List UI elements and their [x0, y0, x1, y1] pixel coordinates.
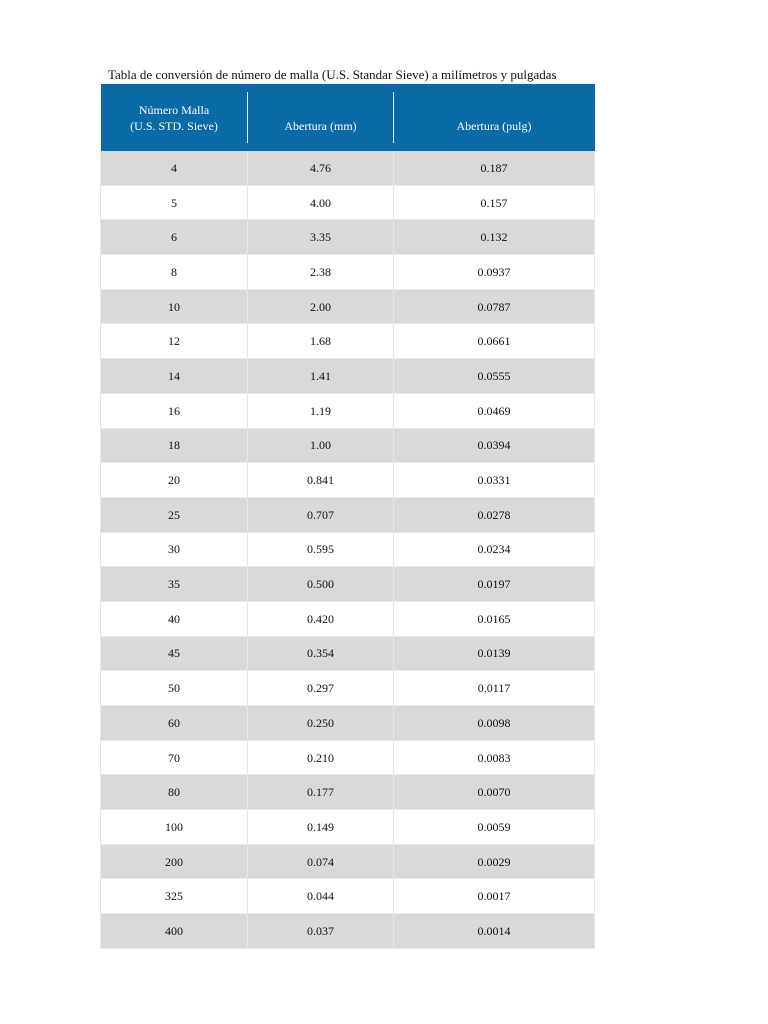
- cell-mesh-number: 35: [101, 567, 248, 602]
- cell-opening-inch: 0.0197: [394, 567, 595, 602]
- cell-opening-mm: 0.841: [248, 463, 394, 498]
- table-row: [101, 289, 595, 324]
- table-row: [101, 359, 595, 394]
- cell-opening-inch: 0.0014: [394, 914, 595, 949]
- cell-mesh-number: 4: [101, 151, 248, 185]
- header-opening-mm-label: Abertura (mm): [284, 118, 357, 133]
- header-opening-inch: [394, 84, 595, 151]
- cell-opening-inch: 0.0937: [394, 255, 595, 290]
- cell-mesh-number: 50: [101, 671, 248, 706]
- cell-mesh-number: 6: [101, 220, 248, 255]
- table-row: [101, 497, 595, 532]
- cell-opening-mm: 4.76: [248, 151, 394, 185]
- cell-mesh-number: 12: [101, 324, 248, 359]
- table-row: [101, 428, 595, 463]
- table-row: [101, 914, 595, 949]
- cell-opening-mm: 0.354: [248, 636, 394, 671]
- table-row: [101, 185, 595, 220]
- table-header: [101, 84, 595, 151]
- cell-opening-inch: 0.0117: [394, 671, 595, 706]
- cell-mesh-number: 45: [101, 636, 248, 671]
- cell-mesh-number: 30: [101, 532, 248, 567]
- cell-mesh-number: 70: [101, 740, 248, 775]
- table-row: [101, 255, 595, 290]
- cell-mesh-number: 20: [101, 463, 248, 498]
- cell-opening-mm: 0.210: [248, 740, 394, 775]
- cell-opening-mm: 1.68: [248, 324, 394, 359]
- table-body: [101, 151, 595, 948]
- cell-opening-inch: 0.0787: [394, 289, 595, 324]
- cell-opening-inch: 0.0394: [394, 428, 595, 463]
- table-row: [101, 463, 595, 498]
- cell-opening-inch: 0.0555: [394, 359, 595, 394]
- header-mesh-line2: (U.S. STD. Sieve): [130, 118, 218, 133]
- table-row: [101, 532, 595, 567]
- table-row: [101, 567, 595, 602]
- cell-mesh-number: 80: [101, 775, 248, 810]
- cell-opening-inch: 0.187: [394, 151, 595, 185]
- cell-opening-mm: 0.707: [248, 497, 394, 532]
- cell-mesh-number: 18: [101, 428, 248, 463]
- cell-opening-mm: 2.38: [248, 255, 394, 290]
- cell-opening-inch: 0.132: [394, 220, 595, 255]
- cell-mesh-number: 10: [101, 289, 248, 324]
- table-row: [101, 601, 595, 636]
- cell-mesh-number: 200: [101, 844, 248, 879]
- cell-opening-mm: 0.595: [248, 532, 394, 567]
- cell-mesh-number: 16: [101, 393, 248, 428]
- cell-mesh-number: 60: [101, 706, 248, 741]
- header-mesh-line1: Número Malla: [138, 102, 210, 117]
- cell-mesh-number: 5: [101, 185, 248, 220]
- cell-opening-inch: 0.0165: [394, 601, 595, 636]
- cell-mesh-number: 325: [101, 879, 248, 914]
- cell-mesh-number: 25: [101, 497, 248, 532]
- cell-opening-mm: 1.19: [248, 393, 394, 428]
- table-row: [101, 810, 595, 845]
- table-caption: Tabla de conversión de número de malla (U.S. Standar Sieve) a milímetros y pulgadas: [108, 67, 557, 82]
- cell-mesh-number: 14: [101, 359, 248, 394]
- cell-opening-mm: 0.297: [248, 671, 394, 706]
- header-opening-mm: [248, 84, 394, 151]
- cell-opening-mm: 0.149: [248, 810, 394, 845]
- cell-opening-mm: 0.250: [248, 706, 394, 741]
- cell-opening-mm: 0.037: [248, 914, 394, 949]
- table-row: [101, 740, 595, 775]
- header-mesh-number: [101, 84, 248, 151]
- cell-opening-inch: 0.0234: [394, 532, 595, 567]
- cell-opening-inch: 0.0098: [394, 706, 595, 741]
- sieve-conversion-table: [100, 84, 595, 949]
- cell-mesh-number: 8: [101, 255, 248, 290]
- cell-opening-mm: 3.35: [248, 220, 394, 255]
- table-row: [101, 151, 595, 185]
- cell-opening-inch: 0.0278: [394, 497, 595, 532]
- cell-opening-inch: 0.157: [394, 185, 595, 220]
- cell-opening-mm: 0.044: [248, 879, 394, 914]
- table-row: [101, 671, 595, 706]
- cell-opening-mm: 2.00: [248, 289, 394, 324]
- table-row: [101, 636, 595, 671]
- cell-opening-inch: 0.0070: [394, 775, 595, 810]
- cell-opening-mm: 4.00: [248, 185, 394, 220]
- cell-opening-mm: 0.177: [248, 775, 394, 810]
- cell-opening-mm: 1.41: [248, 359, 394, 394]
- cell-opening-mm: 1.00: [248, 428, 394, 463]
- cell-opening-inch: 0.0139: [394, 636, 595, 671]
- cell-mesh-number: 400: [101, 914, 248, 949]
- table-row: [101, 844, 595, 879]
- cell-opening-inch: 0.0661: [394, 324, 595, 359]
- cell-opening-inch: 0.0331: [394, 463, 595, 498]
- table-row: [101, 775, 595, 810]
- cell-opening-mm: 0.500: [248, 567, 394, 602]
- table-row: [101, 393, 595, 428]
- cell-opening-inch: 0.0059: [394, 810, 595, 845]
- cell-mesh-number: 100: [101, 810, 248, 845]
- table-row: [101, 220, 595, 255]
- table-row: [101, 879, 595, 914]
- cell-opening-inch: 0.0029: [394, 844, 595, 879]
- table-row: [101, 706, 595, 741]
- table-row: [101, 324, 595, 359]
- header-row: [101, 84, 595, 151]
- cell-opening-inch: 0.0017: [394, 879, 595, 914]
- header-opening-inch-label: Abertura (pulg): [456, 118, 532, 133]
- cell-opening-inch: 0.0083: [394, 740, 595, 775]
- cell-mesh-number: 40: [101, 601, 248, 636]
- cell-opening-mm: 0.420: [248, 601, 394, 636]
- cell-opening-inch: 0.0469: [394, 393, 595, 428]
- cell-opening-mm: 0.074: [248, 844, 394, 879]
